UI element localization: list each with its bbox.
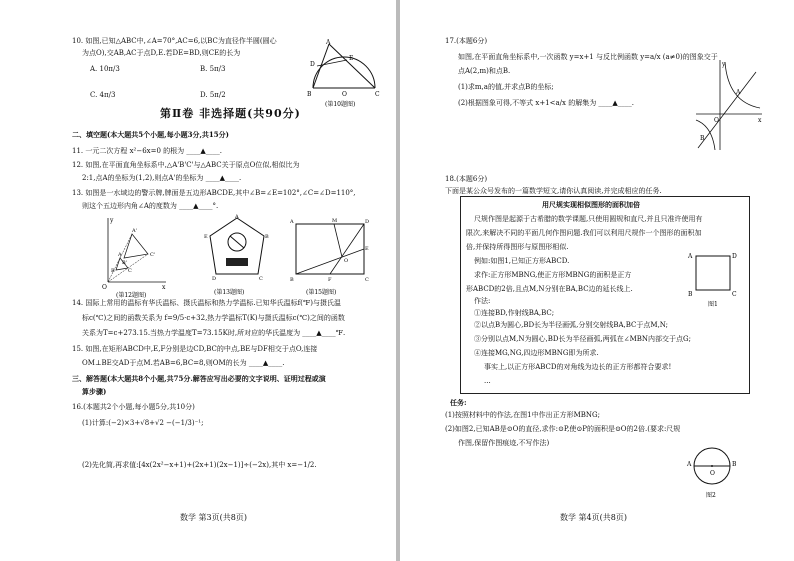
fig12-point-b-prime: B': [122, 260, 128, 266]
fig10-point-d: D: [310, 61, 315, 68]
q10-figure: [305, 38, 387, 110]
q12-figure: [98, 214, 170, 298]
fig1-point-a: A: [688, 253, 693, 260]
solve-header-line2: 算步骤): [82, 387, 107, 396]
fig12-point-b: B: [111, 268, 115, 274]
q10-option-d: D. 5π/2: [200, 91, 226, 99]
fig10-point-a: A: [326, 39, 331, 46]
q17-line2: 点A(2,m)和点B.: [458, 67, 511, 75]
fig15-caption: (第15题图): [306, 289, 337, 296]
q14-line2: 标c(℃)之间的函数关系为 f=9/5·c+32,热力学温标T(K)与摄氏温标c(℃)之间的函数: [82, 314, 345, 322]
fig17-origin-o: O: [714, 117, 719, 124]
fig1-point-b: B: [688, 291, 693, 298]
fig10-point-e: E: [349, 55, 354, 62]
construction-remark: 事实上,以正方形ABCD的对角线为边长的正方形都符合要求!: [484, 363, 672, 371]
fig13-point-a: A: [235, 214, 239, 220]
q12-line1: 12. 如图,在平面直角坐标系中,△A'B'C'与△ABC关于原点O位似,相似比为: [72, 161, 300, 169]
reading-box-p3: 倍,并保持所得图形与原图形相似.: [466, 243, 569, 251]
fig15-point-f: F: [328, 277, 332, 283]
fig15-point-e: E: [365, 246, 369, 252]
solve-header-line1: 三、解答题(本大题共8个小题,共75分.解答应写出必要的文字说明、证明过程或演: [72, 374, 326, 383]
reading-box-p5: 求作:正方形MBNG,使正方形MBNG的面积是正方: [474, 271, 632, 279]
construction-ellipsis: ...: [484, 377, 491, 385]
q17-figure: [692, 58, 766, 154]
q17-part2: (2)根据图象可得,不等式 x+1<a/x 的解集为 ____▲____.: [458, 99, 635, 107]
q15-line2: OM⊥BE交AD于点M.若AB=6,BC=8,则OM的长为 ____▲____.: [82, 359, 285, 367]
fig2-circle: [686, 444, 738, 500]
q17-line1: 如图,在平面直角坐标系中,一次函数 y=x+1 与反比例函数 y=a/x (a≠0)的图象交于: [458, 53, 718, 61]
construction-step-1: ①连接BD,作射线BA,BC;: [474, 309, 555, 317]
section-2-title: 第Ⅱ卷 非选择题(共90分): [160, 107, 301, 120]
construction-step-4: ④连接MG,NG,四边形MBNG即为所求.: [474, 349, 599, 357]
fig13-point-e: E: [204, 234, 208, 240]
construction-step-2: ②以点B为圆心,BD长为半径画弧,分别交射线BA,BC于点M,N;: [474, 321, 669, 329]
fig1-caption: 图1: [708, 301, 718, 308]
fig12-label-y: y: [110, 217, 114, 224]
fig10-caption: (第10题图): [325, 101, 356, 108]
fill-in-header: 二、填空题(本大题共5个小题,每小题3分,共15分): [72, 130, 229, 139]
fig13-point-c: C: [259, 276, 263, 282]
fig15-point-b: B: [290, 277, 294, 283]
fig2-center-o: O: [710, 470, 715, 477]
reading-box-p1: 尺规作图是起源于古希腊的数学课题,只使用圆规和直尺,并且只准许使用有: [474, 215, 703, 223]
fig1-point-c: C: [732, 291, 737, 298]
fig15-point-a: A: [290, 219, 294, 225]
q14-line3: 关系为T=c+273.15.当热力学温度T=73.15K时,所对应的华氏温度为 ____▲____℉.: [82, 329, 346, 337]
fig12-point-a: A: [118, 252, 122, 258]
q18-title: 18.(本题6分): [445, 175, 488, 183]
q10-option-a: A. 10π/3: [90, 65, 120, 73]
fig17-label-x: x: [758, 117, 762, 124]
footer-page4: 数学 第4页(共8页): [560, 513, 627, 522]
q12-line2: 2:1,点A的坐标为(1,2),则点A'的坐标为 ____▲____.: [82, 174, 242, 182]
task-title: 任务:: [450, 398, 467, 407]
q10-option-c: C. 4π/3: [90, 91, 116, 99]
fig15-point-d: D: [365, 219, 370, 225]
q13-figure: [204, 214, 270, 298]
q11: 11. 一元二次方程 x²−6x=0 的根为 ____▲____.: [72, 147, 222, 155]
reading-box-p7: 作法:: [474, 297, 491, 305]
fig17-label-y: y: [722, 61, 726, 68]
construction-step-3: ③分别以点M,N为圆心,BD长为半径画弧,两弧在∠MBN内部交于点G;: [474, 335, 691, 343]
fig12-caption: (第12题图): [116, 292, 147, 298]
fig17-point-b: B: [700, 135, 705, 142]
q10-option-b: B. 5π/3: [200, 65, 226, 73]
q17-title: 17.(本题6分): [445, 37, 488, 45]
fig17-point-a: A: [736, 89, 741, 96]
reading-box-p4: 例如:如图1,已知正方形ABCD.: [474, 257, 570, 265]
reading-box-p2: 限次,来解决不同的平面几何作图问题.我们可以利用尺规作一个图形的面积加: [466, 229, 702, 237]
fig2-caption: 图2: [706, 492, 716, 499]
q16-part1: (1)计算:(−2)×3+√8+√2 −(−1/3)⁻¹;: [82, 419, 204, 427]
fig1-square: [684, 246, 740, 310]
task-2-line1: (2)如图2,已知AB是⊙O的直径,求作:⊙P,使⊙P的面积是⊙O的2倍.(要求:尺规: [445, 425, 681, 433]
q15-line1: 15. 如图,在矩形ABCD中,E,F分别是边CD,BC的中点,BE与DF相交于点O,连接: [72, 345, 318, 353]
fig10-point-o: O: [342, 91, 347, 98]
fig15-point-c: C: [365, 277, 369, 283]
fig10-point-b: B: [307, 91, 312, 98]
q13-line1: 13. 如图是一水域边的警示牌,牌面是五边形ABCDE,其中∠B=∠E=102°,∠C=∠D=110°,: [72, 189, 356, 197]
fig12-point-a-prime: A': [132, 228, 137, 234]
task-2-line2: 作图,保留作图痕迹,不写作法): [458, 439, 550, 447]
fig13-point-b: B: [265, 234, 269, 240]
fig13-point-d: D: [212, 276, 217, 282]
task-1: (1)按照材料中的作法,在图1中作出正方形MBNG;: [445, 411, 600, 419]
q16-title: 16.(本题共2个小题,每小题5分,共10分): [72, 403, 195, 411]
q15-figure: [290, 214, 372, 298]
q17-part1: (1)求m,a的值,并求点B的坐标;: [458, 83, 554, 91]
fig15-point-m: M: [332, 218, 338, 224]
q18-intro: 下面是某公众号发布的一篇数学短文,请你认真阅读,并完成相应的任务.: [445, 187, 662, 195]
q10-line1: 10. 如图,已知△ABC中,∠A=70°,AC=6,以BC为直径作半圆(圆心: [72, 37, 277, 45]
footer-page3: 数学 第3页(共8页): [180, 513, 247, 522]
q16-part2: (2)先化简,再求值:[4x(2x²−x+1)+(2x+1)(2x−1)]÷(−2x),其中 x=−1/2.: [82, 461, 317, 469]
fig2-point-b: B: [732, 461, 737, 468]
q10-line2: 为点O),交AB,AC于点D,E.若DE=BD,则CE的长为: [82, 49, 241, 57]
fig15-point-o: O: [344, 258, 349, 264]
fig12-point-c: C: [128, 268, 132, 274]
reading-box-p6: 形ABCD的2倍,且点M,N分别在BA,BC边的延长线上.: [466, 285, 633, 293]
fig12-point-c-prime: C': [150, 252, 156, 258]
fig1-point-d: D: [732, 253, 737, 260]
reading-box-title: 用尺规实现相似图形的面积加倍: [542, 200, 640, 209]
fig12-label-x: x: [162, 284, 166, 291]
right-page: [400, 0, 794, 561]
q14-line1: 14. 国际上常用的温标有华氏温标、摄氏温标和热力学温标.已知华氏温标f(℉)与摄氏温: [72, 299, 341, 307]
fig13-caption: (第13题图): [214, 289, 245, 296]
fig10-point-c: C: [375, 91, 380, 98]
fig12-origin-o: O: [102, 284, 107, 291]
fig2-point-a: A: [687, 461, 692, 468]
q13-line2: 则这个五边形内角∠A的度数为 ____▲____°.: [82, 202, 219, 210]
